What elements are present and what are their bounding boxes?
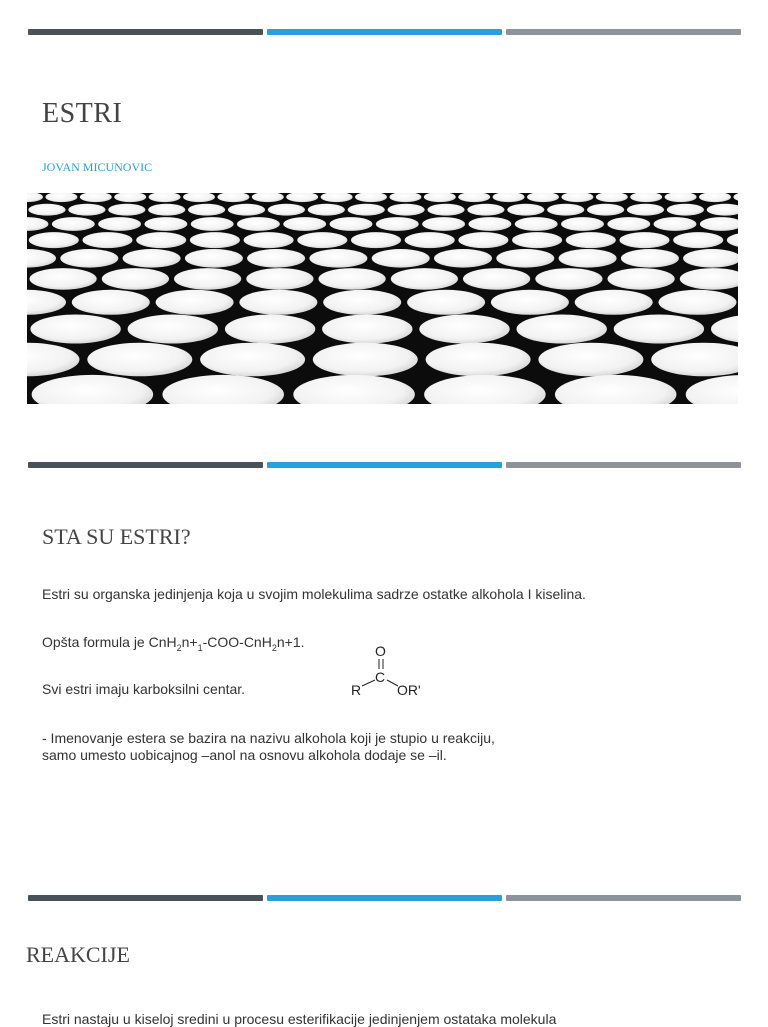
disc <box>538 343 643 377</box>
carbon-label: C <box>375 669 386 685</box>
slide-title: REAKCIJE <box>26 942 130 967</box>
disc <box>308 204 345 216</box>
disc <box>283 217 326 231</box>
disc <box>711 315 738 344</box>
disc <box>391 268 458 290</box>
disc <box>32 375 154 404</box>
disc <box>309 249 367 268</box>
accent-bar-blue <box>267 895 502 901</box>
disc <box>458 232 508 248</box>
ester-structure-diagram <box>345 640 445 704</box>
reactions-text: Estri nastaju u kiseloj sredini u procesu esterifikacije jedinjenjem ostataka molekula <box>42 1011 557 1027</box>
disc <box>512 232 562 248</box>
disc <box>707 204 738 216</box>
disc <box>149 193 181 202</box>
disc <box>389 193 421 202</box>
disc <box>566 232 616 248</box>
r-group-label: R <box>351 682 362 698</box>
accent-bar-dark <box>28 462 263 468</box>
disc <box>68 204 105 216</box>
disc <box>627 204 664 216</box>
disc <box>699 193 731 202</box>
disc <box>434 249 492 268</box>
disc <box>268 204 305 216</box>
disc <box>607 217 650 231</box>
disc <box>458 193 490 202</box>
disc <box>128 315 218 344</box>
or-group-label: OR' <box>397 682 421 698</box>
disc <box>247 249 305 268</box>
disc <box>727 232 738 248</box>
disc <box>252 193 284 202</box>
disc <box>225 315 315 344</box>
disc <box>286 193 318 202</box>
disc <box>422 217 465 231</box>
disc <box>348 204 385 216</box>
disc <box>555 375 677 404</box>
disc <box>515 217 558 231</box>
disc <box>426 343 531 377</box>
disc <box>52 217 95 231</box>
disc <box>191 217 234 231</box>
disc <box>608 268 675 290</box>
disc <box>654 217 697 231</box>
disc <box>29 232 79 248</box>
disc <box>683 249 738 268</box>
disc <box>200 343 305 377</box>
disc <box>680 268 738 290</box>
disc <box>427 204 464 216</box>
disc <box>405 232 455 248</box>
disc <box>80 193 112 202</box>
disc <box>108 204 145 216</box>
white-discs-image <box>27 193 738 404</box>
disc <box>587 204 624 216</box>
disc <box>467 204 504 216</box>
disc <box>561 193 593 202</box>
disc <box>244 232 294 248</box>
disc <box>98 217 141 231</box>
disc <box>496 249 554 268</box>
disc <box>424 375 546 404</box>
accent-bar-blue <box>267 29 502 35</box>
accent-bar-gray <box>506 29 741 35</box>
disc <box>575 290 653 315</box>
disc <box>297 232 347 248</box>
disc <box>322 315 412 344</box>
disc <box>174 268 241 290</box>
disc <box>123 249 181 268</box>
disc <box>28 204 65 216</box>
disc <box>27 193 43 202</box>
definition-text: Estri su organska jedinjenja koja u svojim molekulima sadrze ostatke alkohola I kiselina. <box>42 586 586 602</box>
disc <box>72 290 150 315</box>
accent-bar-dark <box>28 29 263 35</box>
disc <box>424 193 456 202</box>
disc <box>614 315 704 344</box>
disc <box>621 249 679 268</box>
disc <box>246 268 313 290</box>
slide-title: ESTRI <box>42 98 123 129</box>
slide-author: JOVAN MICUNOVIC <box>42 160 153 174</box>
disc <box>630 193 662 202</box>
disc <box>667 204 704 216</box>
disc <box>596 193 628 202</box>
disc <box>45 193 77 202</box>
disc <box>665 193 697 202</box>
disc <box>507 204 544 216</box>
accent-bar-gray <box>506 462 741 468</box>
disc <box>419 315 509 344</box>
disc <box>700 217 738 231</box>
disc <box>319 268 386 290</box>
disc <box>144 217 187 231</box>
disc <box>293 375 415 404</box>
accent-bar-gray <box>506 895 741 901</box>
disc <box>330 217 373 231</box>
disc <box>351 232 401 248</box>
disc <box>156 290 234 315</box>
disc <box>27 249 56 268</box>
disc <box>60 249 118 268</box>
disc <box>190 232 240 248</box>
disc <box>27 343 80 377</box>
disc <box>561 217 604 231</box>
disc <box>376 217 419 231</box>
disc <box>673 232 723 248</box>
disc <box>83 232 133 248</box>
disc <box>407 290 485 315</box>
disc <box>30 315 120 344</box>
disc <box>114 193 146 202</box>
disc <box>239 290 317 315</box>
disc <box>547 204 584 216</box>
disc <box>355 193 387 202</box>
accent-bar-blue <box>267 462 502 468</box>
disc <box>535 268 602 290</box>
naming-text-line2: samo umesto uobicajnog –anol na osnovu alkohola dodaje se –il. <box>42 747 447 763</box>
disc <box>27 290 66 315</box>
oxygen-label: O <box>375 643 386 659</box>
disc <box>559 249 617 268</box>
general-formula-text: Opšta formula je $CnH_2n+_1-COO-CnH_2n+1$. <box>42 634 305 653</box>
disc <box>185 249 243 268</box>
slide-title: STA SU ESTRI? <box>42 524 191 549</box>
disc <box>517 315 607 344</box>
disc <box>493 193 525 202</box>
carboxyl-center-text: Svi estri imaju karboksilni centar. <box>42 681 246 697</box>
disc <box>102 268 169 290</box>
slide-accent-bar <box>28 462 741 468</box>
disc <box>659 290 737 315</box>
disc <box>323 290 401 315</box>
disc <box>388 204 425 216</box>
disc <box>463 268 530 290</box>
disc <box>372 249 430 268</box>
disc <box>228 204 265 216</box>
disc <box>733 193 738 202</box>
disc <box>237 217 280 231</box>
disc <box>321 193 353 202</box>
slide-accent-bar <box>28 895 741 901</box>
disc <box>136 232 186 248</box>
disc <box>491 290 569 315</box>
title-image <box>27 193 738 404</box>
disc <box>686 375 738 404</box>
disc <box>188 204 225 216</box>
disc <box>217 193 249 202</box>
disc <box>30 268 97 290</box>
disc <box>27 217 49 231</box>
disc <box>527 193 559 202</box>
naming-text-line1: - Imenovanje estera se bazira na nazivu alkohola koji je stupio u reakciju, <box>42 730 495 746</box>
slide-accent-bar <box>28 29 741 35</box>
disc <box>620 232 670 248</box>
disc <box>148 204 185 216</box>
disc <box>468 217 511 231</box>
accent-bar-dark <box>28 895 263 901</box>
disc <box>87 343 192 377</box>
disc <box>162 375 284 404</box>
disc <box>651 343 738 377</box>
disc <box>183 193 215 202</box>
disc <box>313 343 418 377</box>
